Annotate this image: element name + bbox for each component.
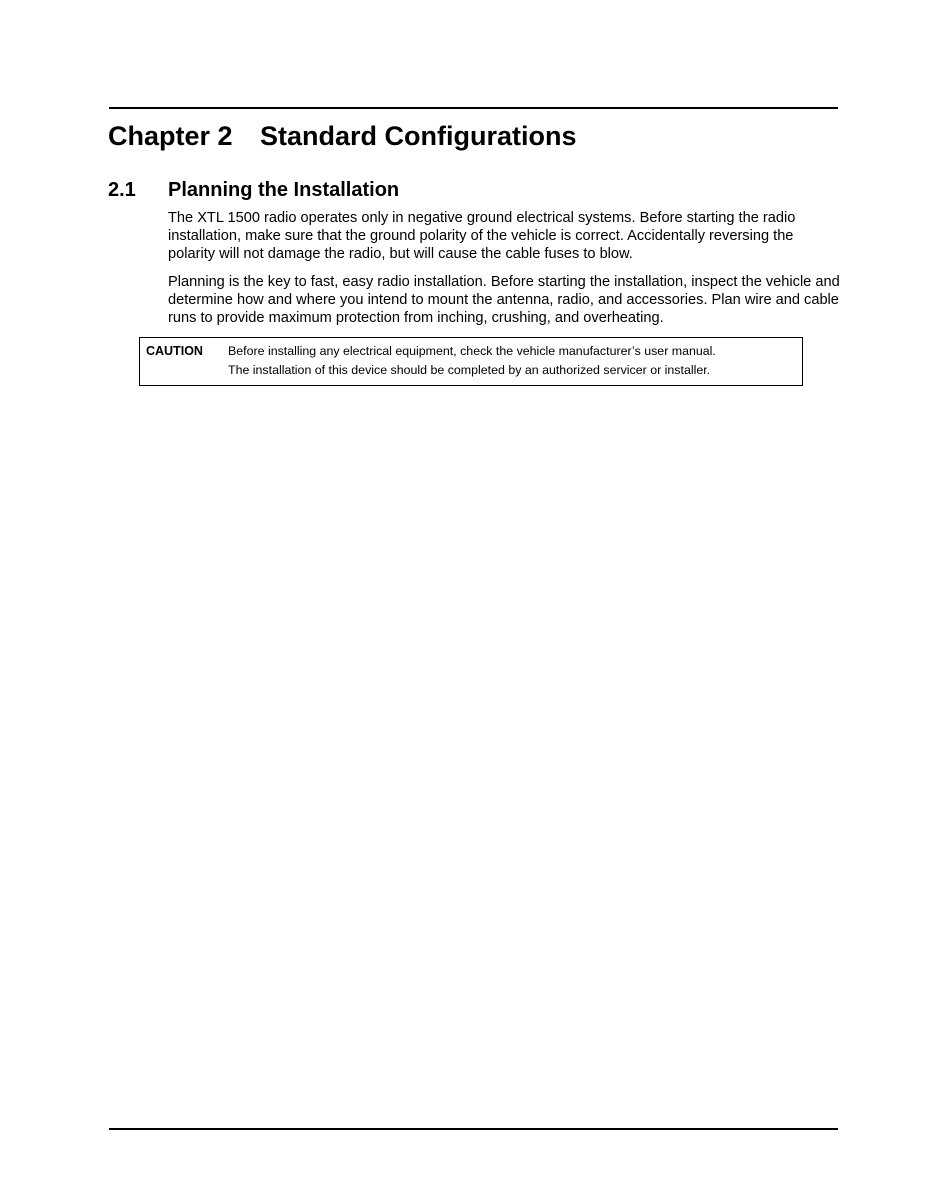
header-rule [109, 107, 838, 109]
section-title: Planning the Installation [168, 179, 400, 201]
caution-text-line: Before installing any electrical equipment, check the vehicle manufacturer’s user manual. [228, 344, 716, 358]
chapter-heading [108, 118, 577, 154]
caution-box [139, 337, 803, 386]
caution-text-line: The installation of this device should be completed by an authorized servicer or installer. [228, 363, 711, 377]
footer-rule [109, 1128, 838, 1130]
section-heading [108, 176, 399, 204]
caution-label: CAUTION [146, 344, 203, 358]
chapter-title: Standard Configurations [260, 121, 577, 151]
section-number: 2.1 [108, 179, 136, 201]
body-paragraph-planning: Planning is the key to fast, easy radio installation. Before starting the installation, inspect the vehicle and determine how and where you intend to mount the antenna, radio, and accessories. Plan wire and cable runs to provide maximum protection from inching, crushing, and overheating. [168, 274, 840, 326]
body-paragraph-ground-polarity: The XTL 1500 radio operates only in negative ground electrical systems. Before starting the radio installation, make sure that the ground polarity of the vehicle is correct. Accidentally reversing the polarity will not damage the radio, but will cause the cable fuses to blow. [168, 210, 796, 262]
chapter-number: Chapter 2 [108, 121, 233, 151]
